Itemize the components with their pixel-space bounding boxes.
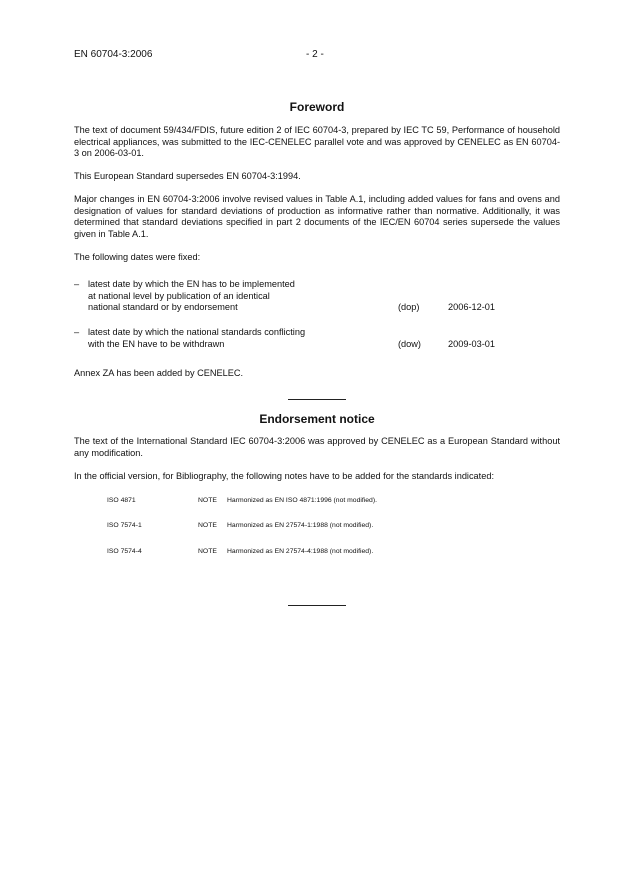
section-divider xyxy=(288,605,346,606)
note-label: NOTE xyxy=(198,522,217,529)
date-item-line: national standard or by endorsement xyxy=(88,302,238,313)
date-item-line: latest date by which the EN has to be implemented xyxy=(88,279,295,289)
endorsement-paragraph-1: The text of the International Standard IEC 60704-3:2006 was approved by CENELEC as a European Standard without any modification. xyxy=(74,436,560,458)
endorsement-title: Endorsement notice xyxy=(259,412,375,426)
date-item-date: 2006-12-01 xyxy=(448,302,495,312)
note-text: Harmonized as EN ISO 4871:1996 (not modified). xyxy=(227,497,377,504)
section-divider xyxy=(288,399,346,400)
foreword-paragraph-1: The text of document 59/434/FDIS, future edition 2 of IEC 60704-3, prepared by IEC TC 59, Performance of household electrical appliances, was submitted to the IEC-CENELEC parallel vote and was approved by CENELEC as EN 60704-3 on 2006-03-01. xyxy=(74,125,560,159)
date-item-line: with the EN have to be withdrawn xyxy=(88,338,225,349)
date-item-description xyxy=(88,327,348,350)
bibliography-note-row xyxy=(0,548,619,558)
date-item-abbr: (dow) xyxy=(398,339,421,349)
date-item-date: 2009-03-01 xyxy=(448,339,495,349)
note-standard-ref: ISO 7574-1 xyxy=(107,522,142,529)
note-text: Harmonized as EN 27574-1:1988 (not modified). xyxy=(227,522,374,529)
date-item-line: latest date by which the national standards conflicting xyxy=(88,327,306,337)
list-dash: – xyxy=(74,279,80,289)
bibliography-note-row xyxy=(0,497,619,507)
foreword-paragraph-2: This European Standard supersedes EN 60704-3:1994. xyxy=(74,171,301,181)
foreword-paragraph-4: The following dates were fixed: xyxy=(74,252,201,262)
note-label: NOTE xyxy=(198,497,217,504)
list-dash: – xyxy=(74,327,80,337)
note-label: NOTE xyxy=(198,548,217,555)
date-item-abbr: (dop) xyxy=(398,302,420,312)
header-doc-id: EN 60704-3:2006 xyxy=(74,49,153,60)
endorsement-paragraph-2: In the official version, for Bibliography, the following notes have to be added for the standards indicated: xyxy=(74,471,494,481)
header-page-number: - 2 - xyxy=(306,49,324,60)
foreword-title: Foreword xyxy=(289,100,345,114)
note-standard-ref: ISO 4871 xyxy=(107,497,136,504)
date-item-description xyxy=(88,279,348,314)
foreword-paragraph-3: Major changes in EN 60704-3:2006 involve revised values in Table A.1, including added values for fans and ovens and designation of values for standard deviations of production as informative rather than normative. Additionally, it was determined that standard deviations specified in part 2 documents of the IEC/EN 60704 series supersede the values given in Table A.1. xyxy=(74,194,560,239)
bibliography-note-row xyxy=(0,522,619,532)
date-item-line: at national level by publication of an identical xyxy=(88,290,270,301)
note-text: Harmonized as EN 27574-4:1988 (not modified). xyxy=(227,548,374,555)
annex-note: Annex ZA has been added by CENELEC. xyxy=(74,368,244,378)
note-standard-ref: ISO 7574-4 xyxy=(107,548,142,555)
